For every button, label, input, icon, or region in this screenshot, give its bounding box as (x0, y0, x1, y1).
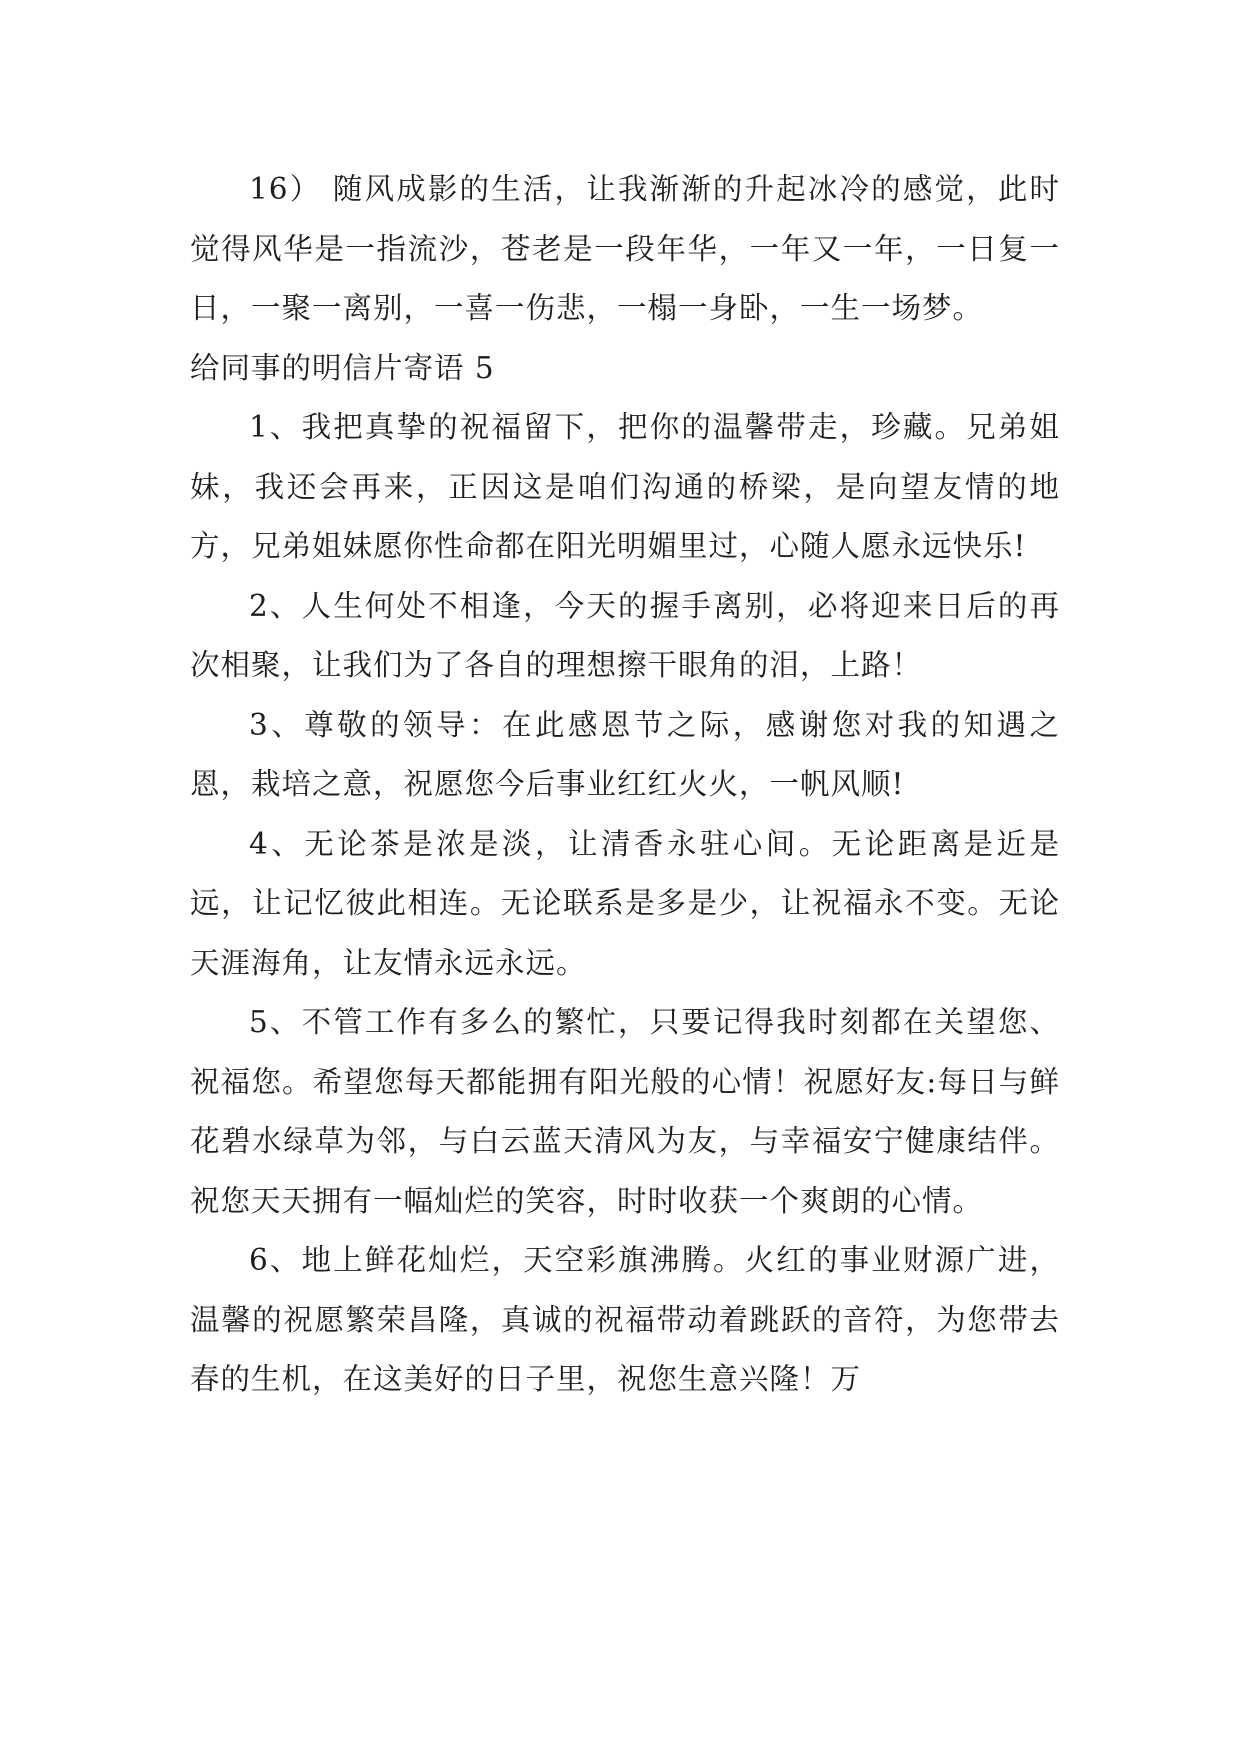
paragraph-6: 6、地上鲜花灿烂，天空彩旗沸腾。火红的事业财源广进，温馨的祝愿繁荣昌隆，真诚的祝福带动着跳跃的音符，为您带去春的生机，在这美好的日子里，祝您生意兴隆！万 (190, 1243, 1060, 1396)
document-body (190, 160, 1060, 1410)
paragraph-1: 1、我把真挚的祝福留下，把你的温馨带走，珍藏。兄弟姐妹，我还会再来，正因这是咱们沟通的桥梁，是向望友情的地方，兄弟姐妹愿你性命都在阳光明媚里过，心随人愿永远快乐! (190, 410, 1060, 563)
paragraph-2: 2、人生何处不相逢，今天的握手离别，必将迎来日后的再次相聚，让我们为了各自的理想擦干眼角的泪，上路！ (190, 588, 1060, 682)
paragraph-16: 16） 随风成影的生活，让我渐渐的升起冰冷的感觉，此时觉得风华是一指流沙，苍老是一段年华，一年又一年，一日复一日，一聚一离别，一喜一伤悲，一榻一身卧，一生一场梦。 (190, 172, 1060, 325)
paragraph-3: 3、尊敬的领导：在此感恩节之际，感谢您对我的知遇之恩，栽培之意，祝愿您今后事业红红火火，一帆风顺! (190, 707, 1060, 801)
paragraph-4: 4、无论茶是浓是淡，让清香永驻心间。无论距离是近是远，让记忆彼此相连。无论联系是多是少，让祝福永不变。无论天涯海角，让友情永远永远。 (190, 826, 1060, 980)
paragraph-5: 5、不管工作有多么的繁忙，只要记得我时刻都在关望您、祝福您。希望您每天都能拥有阳光般的心情！祝愿好友:每日与鲜花碧水绿草为邻，与白云蓝天清风为友，与幸福安宁健康结伴。祝您天天拥有一幅灿烂的笑容，时时收获一个爽朗的心情。 (190, 1005, 1060, 1218)
section-heading: 给同事的明信片寄语 5 (190, 350, 495, 385)
